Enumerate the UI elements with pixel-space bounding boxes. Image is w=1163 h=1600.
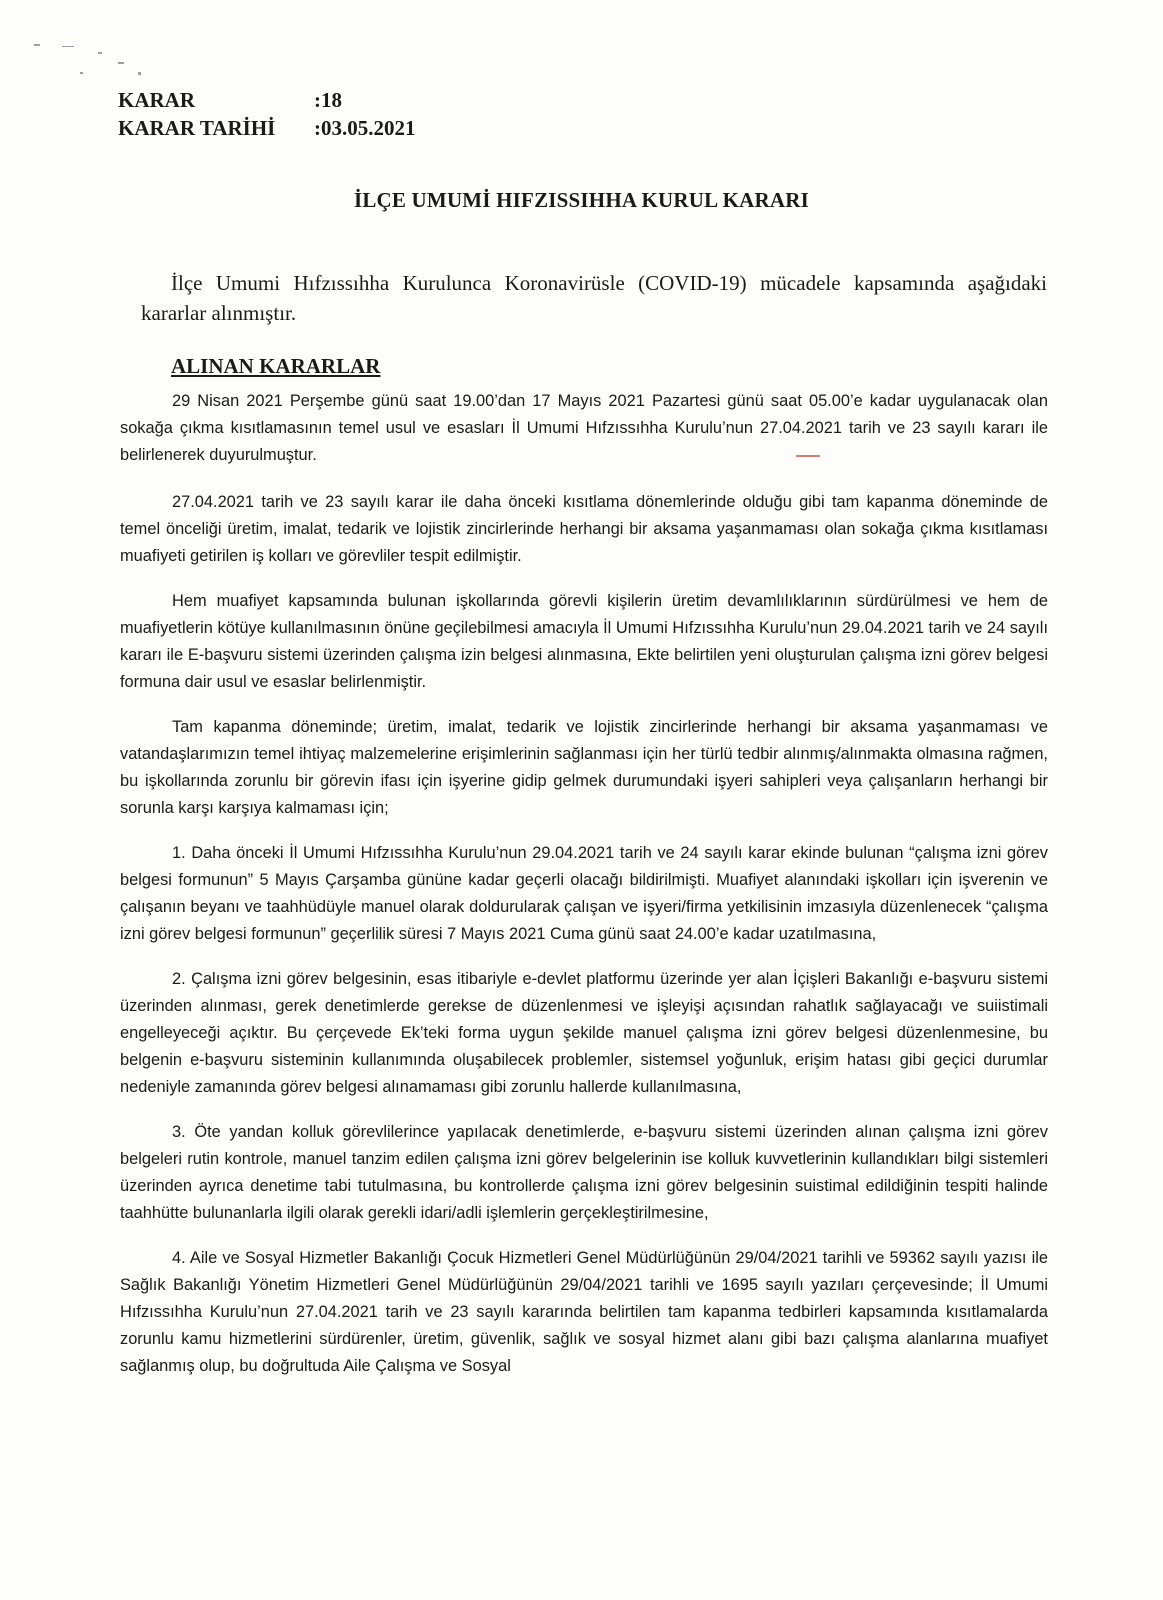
scan-speck [138, 72, 141, 75]
paragraph: Tam kapanma döneminde; üretim, imalat, tedarik ve lojistik zincirlerinde herhangi bir aksama yaşanmaması ve vatandaşlarımızın temel ihtiyaç malzemelerine erişimlerinin sağlanması için her türlü tedbir alınmış/alınmakta olmasına rağmen, bu işkollarında zorunlu bir görevin ifası için işyerine gidip gelmek durumundaki işyeri sahipleri veya çalışanların herhangi bir sorunla karşı karşıya kalmaması için; [120, 718, 1048, 817]
scan-speck [98, 52, 102, 54]
intro-paragraph: İlçe Umumi Hıfzıssıhha Kurulunca Koronavirüsle (COVID-19) mücadele kapsamında aşağıdaki kararlar alınmıştır. [141, 271, 1047, 325]
scan-speck [80, 72, 83, 74]
paragraph-item-2: 2. Çalışma izni görev belgesinin, esas itibariyle e-devlet platformu üzerinde yer alan İçişleri Bakanlığı e-başvuru sistemi üzerinden alınması, gerek denetimlerde gerekse de düzenlenmesi ve işleyişi açısından rahatlık sağlayacağı ve suiistimali engelleyeceği açıktır. Bu çerçevede Ek’teki forma uygun şekilde manuel çalışma izni görev belgesi düzenlenmesine, bu belgenin e-başvuru sisteminin kullanımında oluşabilecek problemler, sistemsel yoğunluk, erişim hatası gibi geçici durumlar nedeniyle zamanında görev belgesi alınamaması gibi zorunlu hallerde kullanılmasına, [120, 970, 1048, 1096]
paragraph: 29 Nisan 2021 Perşembe günü saat 19.00’dan 17 Mayıs 2021 Pazartesi günü saat 05.00’e kadar uygulanacak olan sokağa çıkma kısıtlamasının temel usul ve esasları İl Umumi Hıfzıssıhha Kurulu’nun 27.04.2021 tarih ve 23 sayılı kararı ile belirlenerek duyurulmuştur. [120, 392, 1048, 464]
paragraph-item-3: 3. Öte yandan kolluk görevlilerince yapılacak denetimlerde, e-başvuru sistemi üzerinden alınan çalışma izni görev belgeleri rutin kontrole, manuel tanzim edilen çalışma izni görev belgelerinin ise kolluk kuvvetlerinin kullandıkları bilgi sistemleri üzerinden ayrıca denetime tabi tutulmasına, bu kontrollerde çalışma izni görev belgesinin suistimal edildiğinin tespiti halinde taahhütte bulunanlarla ilgili olarak gerekli idari/adli işlemlerin gerçekleştirilmesine, [120, 1123, 1048, 1222]
document-title: İLÇE UMUMİ HIFZISSIHHA KURUL KARARI [353, 188, 810, 212]
pen-mark [796, 455, 820, 457]
paragraph-item-4: 4. Aile ve Sosyal Hizmetler Bakanlığı Çocuk Hizmetleri Genel Müdürlüğünün 29/04/2021 tarihli ve 59362 sayılı yazısı ile Sağlık Bakanlığı Yönetim Hizmetleri Genel Müdürlüğünün 29/04/2021 tarihli ve 1695 sayılı yazıları çerçevesinde; İl Umumi Hıfzıssıhha Kurulu’nun 27.04.2021 tarih ve 23 sayılı kararında belirtilen tam kapanma tedbirleri kapsamında kısıtlamalarda zorunlu kamu hizmetlerini sürdürenler, üretim, güvenlik, sağlık ve sosyal hizmet alanı gibi bazı çalışma alanlarına muafiyet sağlanmış olup, bu doğrultuda Aile Çalışma ve Sosyal [120, 1249, 1048, 1375]
scan-speck [62, 46, 74, 47]
section-heading: ALINAN KARARLAR [171, 354, 381, 378]
scan-speck [118, 62, 124, 64]
decision-date-label: KARAR TARİHİ [118, 116, 276, 140]
decision-number-value: :18 [314, 88, 342, 112]
paragraph-item-1: 1. Daha önceki İl Umumi Hıfzıssıhha Kurulu’nun 29.04.2021 tarih ve 24 sayılı karar ekinde bulunan “çalışma izni görev belgesi formunun” 5 Mayıs Çarşamba gününe kadar geçerli olacağı bildirilmişti. Muafiyet alanındaki işkolları için işverenin ve çalışanın beyanı ve taahhüdüyle manuel olarak doldurularak çalışan ve işyeri/firma yetkilisinin imzasıyla düzenlenecek “çalışma izni görev belgesi formunun” geçerlilik süresi 7 Mayıs 2021 Cuma günü saat 24.00’e kadar uzatılmasına, [120, 844, 1048, 943]
paragraph: 27.04.2021 tarih ve 23 sayılı karar ile daha önceki kısıtlama dönemlerinde olduğu gibi tam kapanma döneminde de temel önceliği üretim, imalat, tedarik ve lojistik zincirlerinde herhangi bir aksama yaşanmaması olan sokağa çıkma kısıtlaması muafiyeti getirilen iş kolları ve görevliler tespit edilmiştir. [120, 493, 1048, 565]
decision-number-row [118, 86, 416, 114]
decision-header [118, 86, 416, 142]
document-body [120, 388, 1048, 1398]
decision-date-value: :03.05.2021 [314, 116, 416, 140]
decision-date-row [118, 114, 416, 142]
paragraph: Hem muafiyet kapsamında bulunan işkollarında görevli kişilerin üretim devamlılıklarının sürdürülmesi ve hem de muafiyetlerin kötüye kullanılmasının önüne geçilebilmesi amacıyla İl Umumi Hıfzıssıhha Kurulu’nun 29.04.2021 tarih ve 24 sayılı kararı ile E-başvuru sistemi üzerinden çalışma izin belgesi alınmasına, Ekte belirtilen yeni oluşturulan çalışma izni görev belgesi formuna dair usul ve esaslar belirlenmiştir. [120, 592, 1048, 691]
scan-speck [34, 44, 40, 46]
decision-number-label: KARAR [118, 88, 195, 112]
